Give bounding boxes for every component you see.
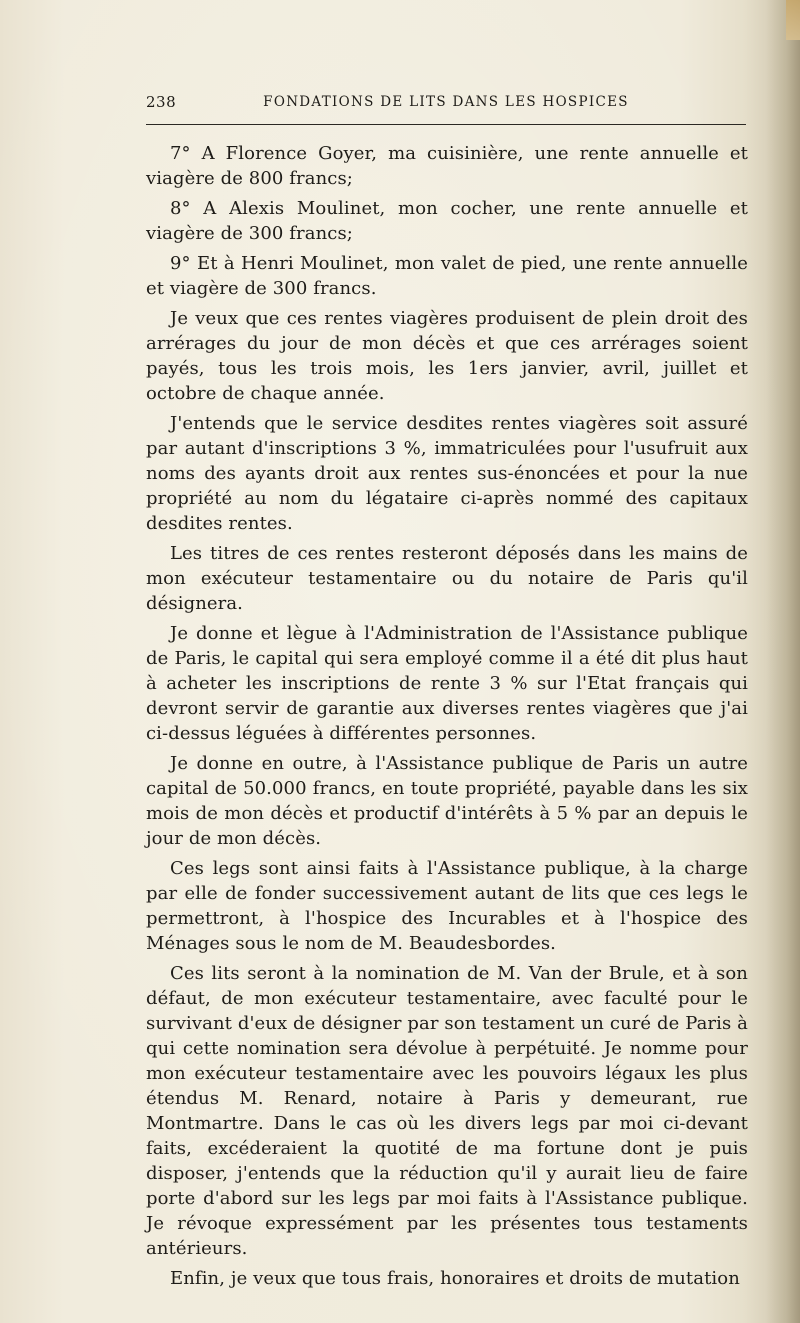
paragraph-titles-deposit: Les titres de ces rentes resteront déposés dans les mains de mon exécuteur testamentaire ou du notaire de Paris qu'il désignera. bbox=[146, 543, 748, 614]
paragraph-fees: Enfin, je veux que tous frais, honoraires et droits de mutation bbox=[170, 1268, 740, 1289]
page-number: 238 bbox=[146, 93, 177, 111]
paragraph-bequest-9: 9° Et à Henri Moulinet, mon valet de pied, une rente annuelle et viagère de 300 francs. bbox=[146, 253, 748, 299]
paragraph-nomination-executor: Ces lits seront à la nomination de M. Van der Brule, et à son défaut, de mon exécuteur testamentaire, avec faculté pour le survivant d'eux de désigner par son testament un curé de Paris à qui cette nomination sera dévolue à perpétuité. Je nomme pour mon exécuteur testamentaire avec les pouvoirs légaux les plus étendus M. Renard, notaire à Paris y demeurant, rue Montmartre. Dans le cas où les divers legs par moi ci-devant faits, excéderaient la quotité de ma fortune dont je puis disposer, j'entends que la réduction qu'il y aurait lieu de faire porte d'abord sur les legs par moi faits à l'Assistance publique. Je révoque expressément par les présentes tous testaments antérieurs. bbox=[146, 963, 748, 1259]
page-header bbox=[146, 93, 746, 117]
paragraph-second-capital: Je donne en outre, à l'Assistance publique de Paris un autre capital de 50.000 francs, en toute propriété, payable dans les six mois de mon décès et productif d'intérêts à 5 % par an depuis le jour de mon décès. bbox=[146, 753, 748, 849]
paragraph-arrears: Je veux que ces rentes viagères produisent de plein droit des arrérages du jour de mon décès et que ces arrérages soient payés, tous les trois mois, les 1ers janvier, avril, juillet et octobre de chaque année. bbox=[146, 308, 748, 404]
page-corner-tab bbox=[786, 0, 800, 40]
header-rule bbox=[146, 124, 746, 125]
body-text bbox=[146, 141, 748, 1296]
paragraph-bequest-7: 7° A Florence Goyer, ma cuisinière, une rente annuelle et viagère de 800 francs; bbox=[146, 143, 748, 189]
page-gutter-shadow bbox=[766, 0, 800, 1323]
paragraph-capital-bequest: Je donne et lègue à l'Administration de l'Assistance publique de Paris, le capital qui sera employé comme il a été dit plus haut à acheter les inscriptions de rente 3 % sur l'Etat français qui devront servir de garantie aux diverses rentes viagères que j'ai ci-dessus léguées à différentes personnes. bbox=[146, 623, 748, 744]
running-title: FONDATIONS DE LITS DANS LES HOSPICES bbox=[263, 94, 629, 110]
paragraph-bed-foundation: Ces legs sont ainsi faits à l'Assistance publique, à la charge par elle de fonder successivement autant de lits que ces legs le permettront, à l'hospice des Incurables et à l'hospice des Ménages sous le nom de M. Beaudesbordes. bbox=[146, 858, 748, 954]
paragraph-bequest-8: 8° A Alexis Moulinet, mon cocher, une rente annuelle et viagère de 300 francs; bbox=[146, 198, 748, 244]
paragraph-inscriptions: J'entends que le service desdites rentes viagères soit assuré par autant d'inscriptions 3 %, immatriculées pour l'usufruit aux noms des ayants droit aux rentes sus-énoncées et pour la nue propriété au nom du légataire ci-après nommé des capitaux desdites rentes. bbox=[146, 413, 748, 534]
